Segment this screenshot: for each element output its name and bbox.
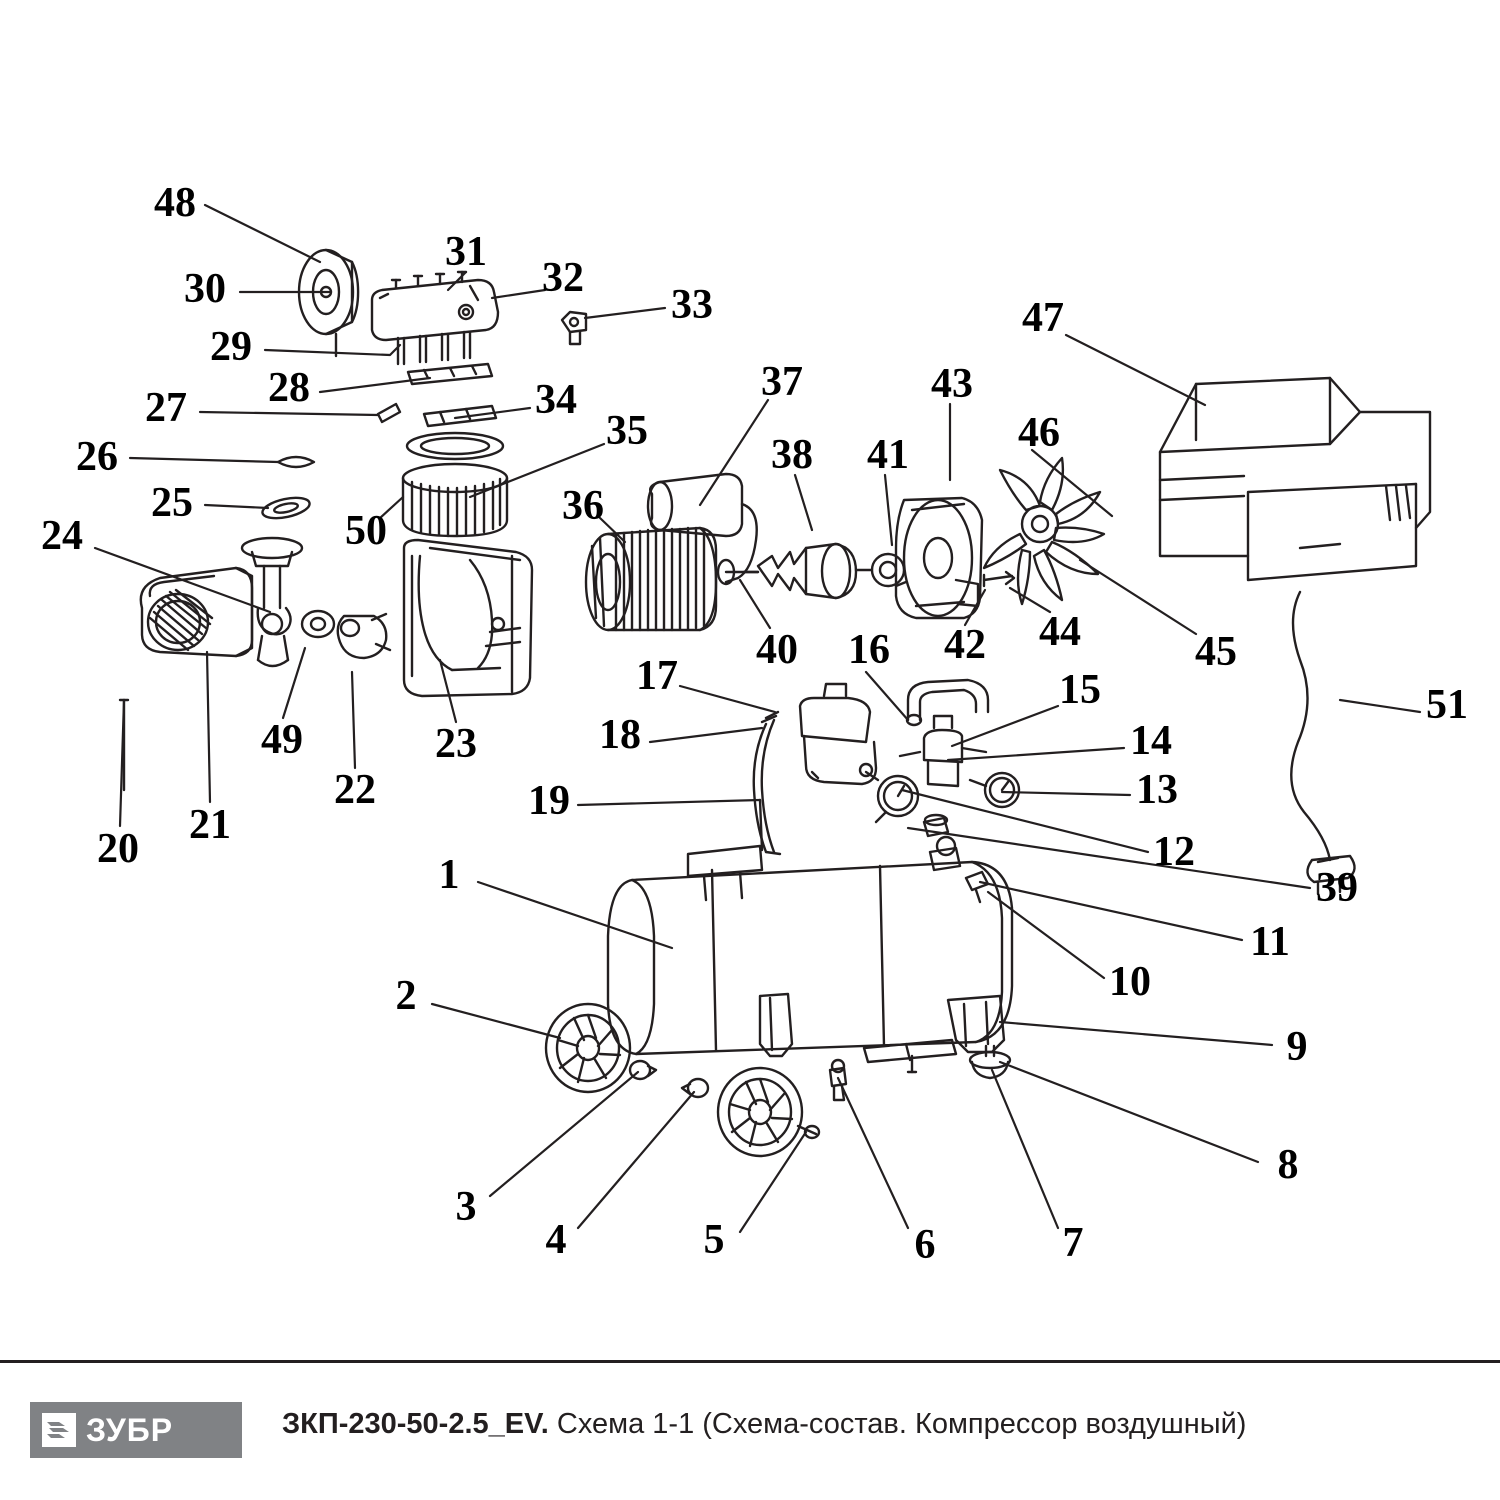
part-wheel-5 xyxy=(718,1068,819,1156)
part-gasket-34 xyxy=(424,406,496,426)
callout-number: 42 xyxy=(944,622,986,668)
part-pin-27 xyxy=(378,404,400,422)
callout-number: 5 xyxy=(703,1217,725,1263)
part-cylinder-head-30 xyxy=(372,272,498,340)
callout-number: 45 xyxy=(1195,629,1237,675)
part-fitting-33 xyxy=(562,312,586,344)
arrow-logo-icon xyxy=(42,1413,76,1447)
part-crank-22 xyxy=(338,614,390,658)
part-tank-1 xyxy=(608,862,1012,1054)
part-fitting-11 xyxy=(966,872,988,902)
part-fan-44 xyxy=(984,458,1104,604)
part-valve-plate-28 xyxy=(408,364,492,384)
part-tube-18 xyxy=(754,712,780,854)
part-ring-50 xyxy=(407,433,503,459)
part-filter-element-35 xyxy=(403,464,507,536)
callout-number: 15 xyxy=(1059,667,1101,713)
brand-logo xyxy=(30,1402,242,1458)
callout-number: 51 xyxy=(1426,682,1468,728)
part-foot-support-7 xyxy=(760,994,792,1056)
part-bolt-42 xyxy=(984,572,1014,586)
part-fan-cover-21 xyxy=(141,568,252,656)
arrow-logo-glyph xyxy=(45,1418,73,1442)
caption-model: ЗКП-230-50-2.5_EV. xyxy=(282,1408,549,1440)
part-shaft-40 xyxy=(718,560,758,584)
callout-number: 19 xyxy=(528,778,570,824)
callout-number: 11 xyxy=(1250,919,1290,965)
callout-number: 25 xyxy=(151,480,193,526)
callout-number: 34 xyxy=(535,377,577,423)
callout-number: 46 xyxy=(1018,410,1060,456)
callout-number: 4 xyxy=(545,1217,567,1263)
part-axle-nut-4 xyxy=(682,1079,708,1097)
callout-number: 39 xyxy=(1316,865,1358,911)
callout-number: 37 xyxy=(761,359,803,405)
part-power-cord-51 xyxy=(1291,592,1354,894)
callout-number: 36 xyxy=(562,483,604,529)
callout-number: 43 xyxy=(931,361,973,407)
callout-number: 8 xyxy=(1277,1142,1299,1188)
callout-number: 44 xyxy=(1039,609,1081,655)
callout-number: 47 xyxy=(1022,295,1064,341)
callout-number: 22 xyxy=(334,767,376,813)
part-bracket-19 xyxy=(688,800,762,900)
callout-number: 20 xyxy=(97,826,139,872)
callout-number: 21 xyxy=(189,802,231,848)
footer-divider xyxy=(0,1360,1500,1363)
part-regulator-14 xyxy=(900,716,986,786)
caption-description: Схема 1-1 (Схема-состав. Компрессор воздушный) xyxy=(556,1408,1247,1440)
callout-number: 29 xyxy=(210,324,252,370)
callout-number: 2 xyxy=(395,973,417,1019)
callout-number: 17 xyxy=(636,653,678,699)
callout-number: 31 xyxy=(445,229,487,275)
callout-number: 7 xyxy=(1062,1220,1084,1266)
part-cap-26 xyxy=(278,457,314,467)
part-shroud-47 xyxy=(1160,378,1430,580)
part-bolts-31 xyxy=(336,332,470,364)
part-gauge-13 xyxy=(970,773,1019,807)
part-crankcase-23 xyxy=(404,540,532,696)
callout-number: 49 xyxy=(261,717,303,763)
part-axle-nut-3 xyxy=(630,1061,656,1079)
part-end-cap-43 xyxy=(896,498,982,618)
callout-number: 30 xyxy=(184,266,226,312)
callout-number: 10 xyxy=(1109,959,1151,1005)
callout-number: 40 xyxy=(756,627,798,673)
footer xyxy=(0,1360,1500,1500)
callout-number: 33 xyxy=(671,282,713,328)
callout-number: 32 xyxy=(542,255,584,301)
callout-number: 48 xyxy=(154,180,196,226)
part-wheel-2 xyxy=(546,1004,630,1092)
callout-number: 28 xyxy=(268,365,310,411)
callout-number: 16 xyxy=(848,627,890,673)
callout-number: 23 xyxy=(435,721,477,767)
callout-number: 12 xyxy=(1153,829,1195,875)
diagram-caption xyxy=(282,1408,1246,1441)
part-stator-36 xyxy=(586,528,716,630)
part-handle-16 xyxy=(907,680,988,725)
callout-number: 35 xyxy=(606,408,648,454)
callout-number: 26 xyxy=(76,434,118,480)
part-pressure-switch-17 xyxy=(800,684,876,784)
callout-number: 24 xyxy=(41,513,83,559)
callout-number: 6 xyxy=(914,1222,936,1268)
callout-number: 13 xyxy=(1136,767,1178,813)
callout-number: 50 xyxy=(345,508,387,554)
part-gauge-12 xyxy=(866,772,918,822)
callout-number: 14 xyxy=(1130,718,1172,764)
part-rotor-38 xyxy=(744,544,856,598)
callout-number: 38 xyxy=(771,432,813,478)
callout-number: 27 xyxy=(145,385,187,431)
callout-number: 9 xyxy=(1286,1024,1308,1070)
part-nut-49 xyxy=(302,611,334,637)
callout-number: 1 xyxy=(438,852,460,898)
brand-name: ЗУБР xyxy=(86,1411,174,1448)
callout-number: 41 xyxy=(867,432,909,478)
callout-number: 3 xyxy=(455,1184,477,1230)
callout-number: 18 xyxy=(599,712,641,758)
